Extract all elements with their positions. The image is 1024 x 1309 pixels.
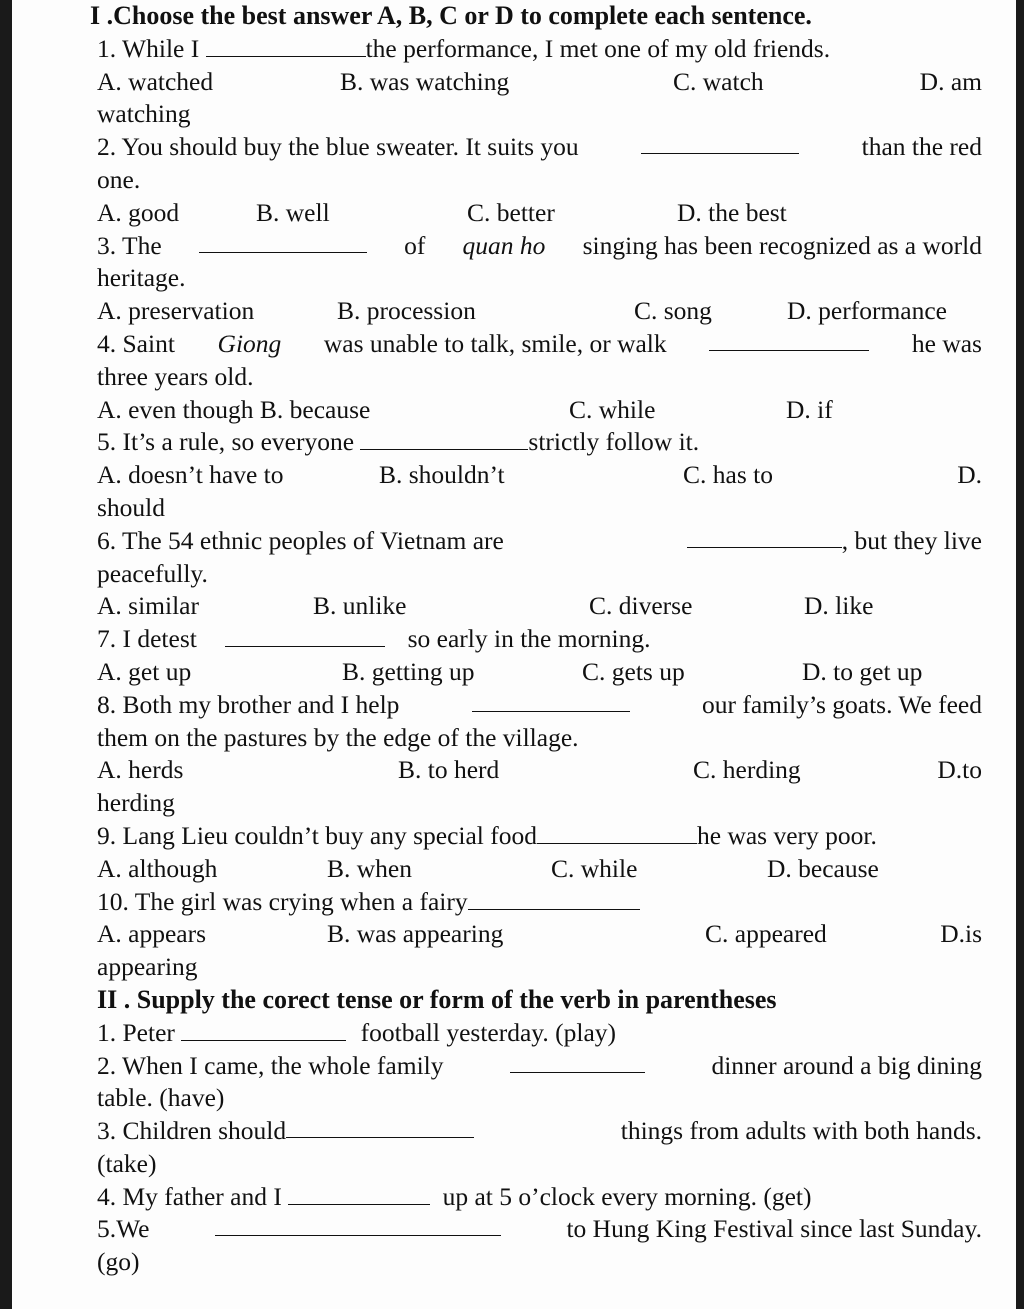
q6-option-a[interactable]: A. similar	[97, 591, 199, 621]
s2-item-4	[97, 1181, 982, 1214]
q6-option-b[interactable]: B. unlike	[313, 591, 407, 621]
s2-item-3-before: 3. Children should	[97, 1116, 287, 1146]
q7-text-after: so early in the morning.	[407, 624, 651, 654]
q8-option-c[interactable]: C. herding	[693, 755, 801, 785]
q10-blank[interactable]	[468, 887, 640, 910]
s2-item-2-wrap: table. (have)	[97, 1083, 225, 1113]
q10-option-d[interactable]: D.is	[940, 919, 982, 949]
s2-item-4-after: up at 5 o’clock every morning. (get)	[442, 1181, 812, 1211]
q2-option-a[interactable]: A. good	[97, 197, 180, 227]
q1-option-a[interactable]: A. watched	[97, 66, 214, 96]
s2-item-1-after: football yesterday. (play)	[360, 1017, 617, 1047]
q9-blank[interactable]	[537, 821, 697, 844]
q4-option-c[interactable]: C. while	[569, 394, 656, 424]
q4-stem-wrap: three years old.	[97, 361, 254, 391]
s2-item-4-before: 4. My father and I	[97, 1181, 282, 1211]
q2-option-b[interactable]: B. well	[256, 197, 330, 227]
s2-item-5-wrap: (go)	[97, 1247, 140, 1277]
scan-border-right	[1016, 0, 1024, 1309]
q2-stem-wrap: one.	[97, 164, 141, 194]
s2-item-1	[97, 1017, 982, 1050]
question-7-options	[97, 656, 982, 689]
question-1-options	[97, 66, 982, 99]
q2-text-after: than the red	[861, 132, 982, 162]
q3-blank[interactable]	[199, 230, 367, 253]
question-8-options	[97, 754, 982, 787]
s2-item-5-blank[interactable]	[215, 1213, 501, 1236]
q6-text-after: , but they live	[841, 525, 982, 555]
s2-item-2-before: 2. When I came, the whole family	[97, 1050, 444, 1080]
q1-text-before: 1. While I	[97, 33, 200, 63]
q8-option-d[interactable]: D.to	[937, 755, 982, 785]
q5-option-d[interactable]: D.	[957, 460, 982, 490]
s2-item-5-before: 5.We	[97, 1214, 150, 1244]
q9-option-d[interactable]: D. because	[767, 853, 879, 883]
q3-text-after: singing has been recognized as a world	[582, 230, 982, 260]
q5-blank[interactable]	[360, 427, 528, 450]
s2-item-2	[97, 1050, 982, 1083]
q7-text-before: 7. I detest	[97, 624, 197, 654]
q4-option-ab[interactable]: A. even though B. because	[97, 394, 371, 424]
question-8-stem	[97, 689, 982, 722]
question-5-options	[97, 459, 982, 492]
question-9-options	[97, 853, 982, 886]
scan-border-left	[0, 0, 12, 1309]
q9-option-c[interactable]: C. while	[551, 853, 638, 883]
question-4-options	[97, 394, 982, 427]
q1-option-b[interactable]: B. was watching	[340, 66, 510, 96]
q5-option-c[interactable]: C. has to	[683, 460, 773, 490]
s2-item-3-after: things from adults with both hands.	[620, 1116, 982, 1146]
q6-option-c[interactable]: C. diverse	[589, 591, 693, 621]
s2-item-3	[97, 1115, 982, 1148]
q5-option-a[interactable]: A. doesn’t have to	[97, 460, 284, 490]
q7-option-b[interactable]: B. getting up	[342, 656, 475, 686]
question-1-stem	[97, 33, 982, 66]
q1-blank[interactable]	[206, 34, 366, 57]
q8-stem-wrap: them on the pastures by the edge of the village.	[97, 722, 579, 752]
question-2-stem	[97, 131, 982, 164]
q1-option-d-wrap: watching	[97, 99, 191, 129]
s2-item-1-before: 1. Peter	[97, 1017, 175, 1047]
q3-text-mid: of	[404, 230, 426, 260]
q10-option-a[interactable]: A. appears	[97, 919, 207, 949]
q10-option-b[interactable]: B. was appearing	[327, 919, 504, 949]
q8-option-b[interactable]: B. to herd	[398, 755, 500, 785]
q3-option-a[interactable]: A. preservation	[97, 296, 255, 326]
section-1-title: I .Choose the best answer A, B, C or D to complete each sentence.	[90, 1, 812, 30]
q8-blank[interactable]	[472, 689, 630, 712]
q6-option-d[interactable]: D. like	[804, 591, 874, 621]
question-4-stem	[97, 328, 982, 361]
q1-text-after: the performance, I met one of my old friends.	[365, 33, 831, 63]
s2-item-1-blank[interactable]	[181, 1018, 346, 1041]
q4-text-mid: was unable to talk, smile, or walk	[323, 328, 667, 358]
q7-blank[interactable]	[225, 624, 385, 647]
q3-option-d[interactable]: D. performance	[787, 296, 947, 326]
section-2-title: II . Supply the corect tense or form of the verb in parentheses	[97, 984, 777, 1014]
q4-text-after: he was	[911, 328, 982, 358]
q2-option-c[interactable]: C. better	[467, 197, 555, 227]
q1-option-d[interactable]: D. am	[919, 66, 982, 96]
q9-option-a[interactable]: A. although	[97, 853, 218, 883]
q2-blank[interactable]	[641, 131, 799, 154]
q5-text-after: strictly follow it.	[528, 427, 700, 457]
q9-text-before: 9. Lang Lieu couldn’t buy any special food	[97, 820, 537, 850]
q3-text-before: 3. The	[97, 230, 162, 260]
q9-option-b[interactable]: B. when	[327, 853, 412, 883]
s2-item-2-after: dinner around a big dining	[711, 1050, 982, 1080]
q3-italic-term: quan ho	[462, 230, 546, 260]
q7-option-d[interactable]: D. to get up	[802, 656, 923, 686]
q2-option-d[interactable]: D. the best	[677, 197, 787, 227]
question-3-stem	[97, 230, 982, 263]
question-5-stem	[97, 426, 982, 459]
question-6-options	[97, 590, 982, 623]
q10-option-c[interactable]: C. appeared	[705, 919, 827, 949]
s2-item-5	[97, 1213, 982, 1246]
q4-italic-term: Giong	[217, 328, 282, 358]
question-9-stem	[97, 820, 982, 853]
q6-text-before: 6. The 54 ethnic peoples of Vietnam are	[97, 525, 504, 555]
question-7-stem	[97, 623, 982, 656]
q9-text-after: he was very poor.	[697, 820, 877, 850]
q7-option-a[interactable]: A. get up	[97, 656, 192, 686]
q8-text-before: 8. Both my brother and I help	[97, 689, 400, 719]
q3-option-c[interactable]: C. song	[634, 296, 712, 326]
q8-option-a[interactable]: A. herds	[97, 755, 184, 785]
q4-blank[interactable]	[709, 328, 869, 351]
question-2-options	[97, 197, 982, 230]
q5-option-b[interactable]: B. shouldn’t	[379, 460, 505, 490]
q2-text-before: 2. You should buy the blue sweater. It suits you	[97, 132, 579, 162]
q6-blank[interactable]	[687, 525, 842, 548]
q4-text-before: 4. Saint	[97, 328, 175, 358]
q5-option-d-wrap: should	[97, 492, 166, 522]
q8-text-after: our family’s goats. We feed	[701, 689, 982, 719]
q1-option-c[interactable]: C. watch	[673, 66, 764, 96]
q5-text-before: 5. It’s a rule, so everyone	[97, 427, 355, 457]
q3-option-b[interactable]: B. procession	[337, 296, 476, 326]
q4-option-d[interactable]: D. if	[786, 394, 833, 424]
s2-item-3-blank[interactable]	[286, 1115, 474, 1138]
q8-option-d-wrap: herding	[97, 788, 175, 818]
question-3-options	[97, 295, 982, 328]
q3-stem-wrap: heritage.	[97, 263, 186, 293]
question-6-stem	[97, 525, 982, 558]
q10-text-before: 10. The girl was crying when a fairy	[97, 886, 468, 916]
s2-item-3-wrap: (take)	[97, 1148, 157, 1178]
q7-option-c[interactable]: C. gets up	[582, 656, 685, 686]
s2-item-4-blank[interactable]	[288, 1182, 430, 1205]
s2-item-2-blank[interactable]	[510, 1050, 645, 1073]
q6-stem-wrap: peacefully.	[97, 558, 208, 588]
question-10-stem	[97, 886, 982, 919]
question-10-options	[97, 918, 982, 951]
q10-option-d-wrap: appearing	[97, 952, 198, 982]
s2-item-5-after: to Hung King Festival since last Sunday.	[566, 1214, 982, 1244]
